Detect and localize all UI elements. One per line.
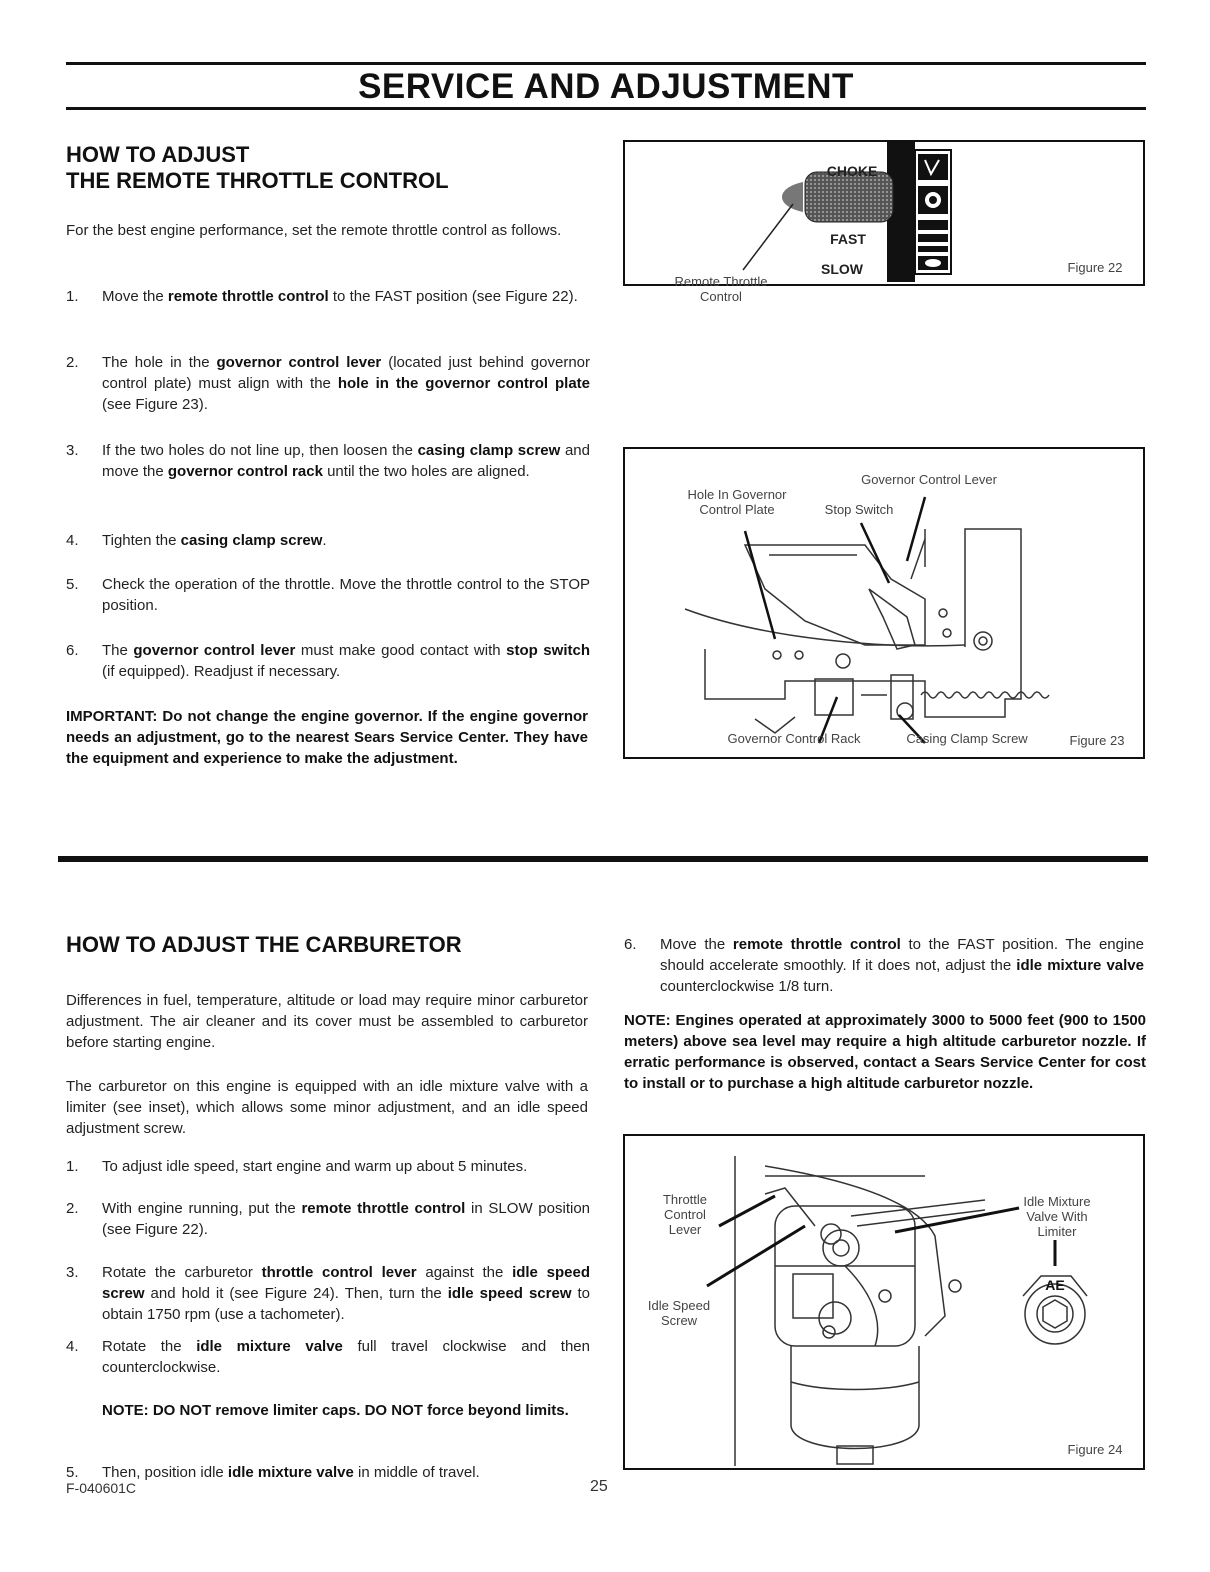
section-divider (58, 856, 1148, 862)
step-text: The governor control lever must make good contact with stop switch (if equipped). Readjust if necessary. (102, 642, 590, 680)
top-rule (66, 62, 1146, 65)
fig24-throttle-line3: Lever (668, 1222, 702, 1237)
step-text: Rotate the idle mixture valve full travel clockwise and then counterclockwise. (102, 1338, 590, 1376)
step-number: 4. (66, 1338, 79, 1355)
title-rule (66, 107, 1146, 110)
fig24-throttle-line1: Throttle (662, 1192, 708, 1207)
fig23-hole-line1: Hole In Governor (687, 487, 787, 502)
fig23-caption: Figure 23 (1069, 733, 1125, 748)
throttle-heading-line2: THE REMOTE THROTTLE CONTROL (66, 168, 449, 193)
fig24-mixture-label (1007, 1194, 1107, 1239)
figure-24 (623, 1134, 1145, 1470)
step-number: 2. (66, 354, 79, 371)
step-text: Tighten the casing clamp screw. (102, 532, 327, 549)
step-number: 2. (66, 1200, 79, 1217)
fig24-mixture-line2: Valve With (1026, 1209, 1088, 1224)
step-text: To adjust idle speed, start engine and warm up about 5 minutes. (102, 1158, 528, 1175)
fig22-caption: Figure 22 (1067, 260, 1123, 275)
step-number: 3. (66, 442, 79, 459)
step-number: 5. (66, 1464, 79, 1481)
important-note: IMPORTANT: Do not change the engine governor. If the engine governor needs an adjustment, go to the nearest Sears Service Center. They have the equipment and experience to make the adjustment. (66, 708, 588, 767)
fig22-choke-label: CHOKE (826, 163, 878, 179)
doc-code: F-040601C (66, 1480, 137, 1496)
step-number: 5. (66, 576, 79, 593)
carb-paragraph-1: Differences in fuel, temperature, altitude or load may require minor carburetor adjustment. The air cleaner and its cover must be assembled to carburetor before starting engine. (66, 992, 588, 1051)
fig24-idle-speed-line1: Idle Speed (647, 1298, 711, 1313)
fig24-throttle-label (645, 1192, 725, 1237)
carb-paragraph-2: The carburetor on this engine is equipped with an idle mixture valve with a limiter (see inset), which allows some minor adjustment, and an idle speed adjustment screw. (66, 1078, 588, 1137)
fig22-remote-label (661, 274, 781, 304)
fig24-caption: Figure 24 (1067, 1442, 1123, 1457)
step-text: If the two holes do not line up, then loosen the casing clamp screw and move the governor control rack until the two holes are aligned. (102, 442, 590, 480)
step-number: 4. (66, 532, 79, 549)
note-text: NOTE: DO NOT remove limiter caps. DO NOT force beyond limits. (102, 1402, 569, 1419)
step-number: 1. (66, 1158, 79, 1175)
fig23-gov-rack-label: Governor Control Rack (727, 731, 861, 746)
figure-22 (623, 140, 1145, 304)
throttle-intro: For the best engine performance, set the remote throttle control as follows. (66, 222, 562, 239)
fig24-idle-speed-line2: Screw (660, 1313, 698, 1328)
fig23-hole-label (667, 487, 807, 517)
step-text: The hole in the governor control lever (located just behind governor control plate) must align with the hole in the governor control plate (see Figure 23). (102, 354, 591, 413)
step-text: Then, position idle idle mixture valve in middle of travel. (102, 1464, 480, 1481)
altitude-note: NOTE: Engines operated at approximately 3000 to 5000 feet (900 to 1500 meters) above sea level may require a high altitude carburetor nozzle. If erratic performance is observed, contact a Sears Service Center for cost to install or to purchase a high altitude carburetor nozzle. (624, 1012, 1146, 1092)
throttle-heading-line1: HOW TO ADJUST (66, 142, 250, 167)
step-text: Move the remote throttle control to the FAST position (see Figure 22). (102, 288, 578, 305)
fig22-fast-label: FAST (830, 231, 866, 247)
fig23-hole-line2: Control Plate (699, 502, 775, 517)
page-number: 25 (590, 1478, 608, 1495)
fig24-inset-text: AE (1045, 1277, 1065, 1293)
fig23-gov-lever-label: Governor Control Lever (861, 472, 997, 487)
fig23-clamp-screw-label: Casing Clamp Screw (906, 731, 1028, 746)
step-text: Rotate the carburetor throttle control lever against the idle speed screw and hold it (see Figure 24). Then, turn the idle speed screw to obtain 1750 rpm (use a tachometer). (102, 1264, 591, 1323)
fig24-throttle-line2: Control (664, 1207, 706, 1222)
carb-heading: HOW TO ADJUST THE CARBURETOR (66, 932, 462, 957)
figure-23 (623, 447, 1145, 759)
step-number: 1. (66, 288, 79, 305)
step-text: With engine running, put the remote throttle control in SLOW position (see Figure 22). (102, 1200, 590, 1238)
step-number: 6. (624, 936, 637, 953)
fig22-slow-label: SLOW (821, 261, 863, 277)
fig22-remote-line2: Control (700, 289, 742, 304)
fig24-idle-speed-label (639, 1298, 719, 1328)
throttle-heading (66, 142, 586, 194)
step-text: Check the operation of the throttle. Move the throttle control to the STOP position. (102, 576, 590, 614)
fig24-mixture-line1: Idle Mixture (1023, 1194, 1091, 1209)
fig23-stop-switch-label: Stop Switch (824, 502, 894, 517)
step-number: 3. (66, 1264, 79, 1281)
step-text: Move the remote throttle control to the FAST position. The engine should accelerate smoothly. If it does not, adjust the idle mixture valve counterclockwise 1/8 turn. (660, 936, 1145, 995)
page-title: SERVICE AND ADJUSTMENT (358, 67, 854, 106)
fig22-remote-line1: Remote Throttle (674, 274, 768, 289)
fig24-mixture-line3: Limiter (1037, 1224, 1077, 1239)
step-number: 6. (66, 642, 79, 659)
